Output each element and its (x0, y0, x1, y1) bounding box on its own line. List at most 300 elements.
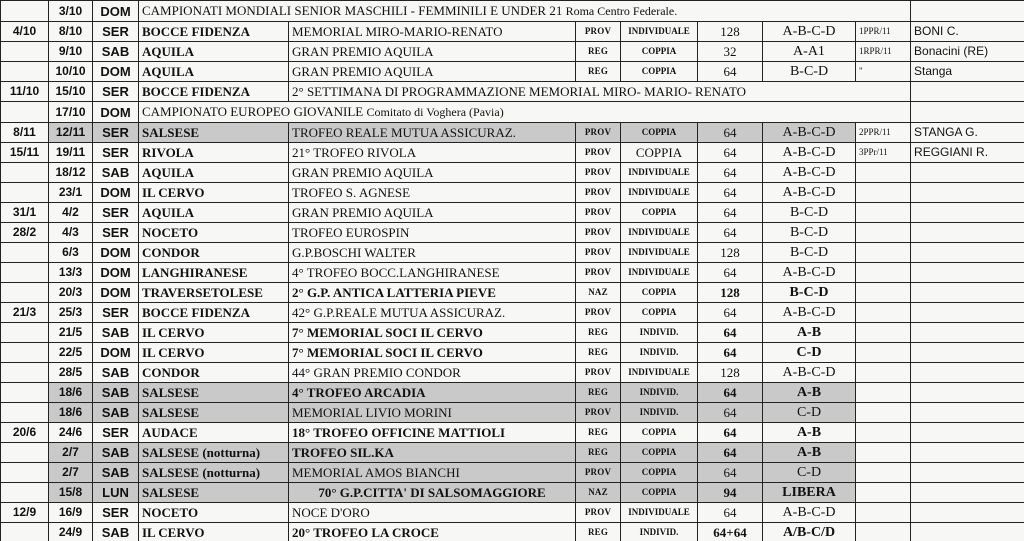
row-event: 18° TROFEO OFFICINE MATTIOLI (289, 423, 576, 443)
calendar-row (1, 22, 1024, 42)
row-club: CONDOR (139, 243, 289, 263)
row-day: SER (93, 203, 139, 223)
calendar-row (1, 1, 1024, 22)
row-club: SALSESE (139, 383, 289, 403)
row-club: AQUILA (139, 203, 289, 223)
row-club: AQUILA (139, 62, 289, 82)
row-participants: 64 (698, 62, 763, 82)
row-categories: B-C-D (763, 283, 856, 303)
row-code (856, 463, 911, 483)
calendar-row (1, 503, 1024, 523)
row-day: DOM (93, 62, 139, 82)
row-prev-date: 11/10 (1, 82, 49, 102)
row-format: INDIVID. (621, 383, 698, 403)
calendar-row (1, 203, 1024, 223)
row-code (911, 82, 1024, 102)
calendar-row (1, 323, 1024, 343)
row-format: COPPIA (621, 483, 698, 503)
row-referee: STANGA G. (911, 123, 1024, 143)
row-code (856, 343, 911, 363)
row-categories: C-D (763, 463, 856, 483)
row-club: CONDOR (139, 363, 289, 383)
row-event: TROFEO REALE MUTUA ASSICURAZ. (289, 123, 576, 143)
row-prev-date: 21/3 (1, 303, 49, 323)
row-prev-date: 31/1 (1, 203, 49, 223)
row-prev-date (1, 383, 49, 403)
row-club: IL CERVO (139, 183, 289, 203)
row-categories: A-B-C-D (763, 143, 856, 163)
row-categories: A-B (763, 443, 856, 463)
row-format: INDIVIDUALE (621, 22, 698, 42)
row-participants: 64 (698, 183, 763, 203)
row-referee (911, 343, 1024, 363)
row-level: NAZ (576, 283, 621, 303)
row-referee (911, 203, 1024, 223)
row-prev-date: 20/6 (1, 423, 49, 443)
row-referee: REGGIANI R. (911, 143, 1024, 163)
row-code: 1PPR/11 (856, 22, 911, 42)
row-participants: 64 (698, 463, 763, 483)
row-event: 44° GRAN PREMIO CONDOR (289, 363, 576, 383)
row-participants: 64 (698, 403, 763, 423)
row-club: BOCCE FIDENZA (139, 82, 289, 102)
row-level: REG (576, 423, 621, 443)
row-event: 42° G.P.REALE MUTUA ASSICURAZ. (289, 303, 576, 323)
row-format: INDIVIDUALE (621, 263, 698, 283)
row-categories: A-B-C-D (763, 163, 856, 183)
row-code (856, 243, 911, 263)
calendar-row (1, 102, 1024, 123)
row-categories: C-D (763, 343, 856, 363)
row-code (856, 403, 911, 423)
row-format: INDIVIDUALE (621, 243, 698, 263)
row-referee (911, 323, 1024, 343)
row-referee: Stanga (911, 62, 1024, 82)
row-categories: C-D (763, 403, 856, 423)
row-categories: B-C-D (763, 203, 856, 223)
row-prev-date: 8/11 (1, 123, 49, 143)
row-format: INDIVID. (621, 523, 698, 541)
row-code (856, 383, 911, 403)
row-event: MEMORIAL AMOS BIANCHI (289, 463, 576, 483)
row-format: INDIVIDUALE (621, 363, 698, 383)
row-participants: 64 (698, 203, 763, 223)
row-level: PROV (576, 183, 621, 203)
row-date: 15/8 (49, 483, 93, 503)
row-date: 21/5 (49, 323, 93, 343)
row-level: PROV (576, 143, 621, 163)
row-code (856, 323, 911, 343)
row-categories: A-B-C-D (763, 263, 856, 283)
row-club: RIVOLA (139, 143, 289, 163)
row-club: AQUILA (139, 42, 289, 62)
row-participants: 32 (698, 42, 763, 62)
row-categories: A-B-C-D (763, 303, 856, 323)
row-referee (911, 303, 1024, 323)
calendar-row (1, 223, 1024, 243)
calendar-row (1, 383, 1024, 403)
row-code (856, 423, 911, 443)
row-club: AQUILA (139, 163, 289, 183)
row-referee (911, 283, 1024, 303)
row-date: 9/10 (49, 42, 93, 62)
row-level: PROV (576, 503, 621, 523)
row-format: COPPIA (621, 303, 698, 323)
row-date: 20/3 (49, 283, 93, 303)
row-day: SER (93, 22, 139, 42)
calendar-row (1, 62, 1024, 82)
row-level: PROV (576, 22, 621, 42)
row-date: 28/5 (49, 363, 93, 383)
calendar-row (1, 143, 1024, 163)
row-format: INDIVIDUALE (621, 183, 698, 203)
row-date: 18/6 (49, 383, 93, 403)
row-day: SAB (93, 163, 139, 183)
row-participants: 128 (698, 363, 763, 383)
row-day: SER (93, 303, 139, 323)
row-note-text: CAMPIONATO EUROPEO GIOVANILE (142, 104, 364, 119)
row-participants: 64 (698, 263, 763, 283)
row-level: PROV (576, 123, 621, 143)
row-date: 23/1 (49, 183, 93, 203)
row-club: NOCETO (139, 223, 289, 243)
row-level: REG (576, 383, 621, 403)
row-date: 4/2 (49, 203, 93, 223)
row-event: 7° MEMORIAL SOCI IL CERVO (289, 343, 576, 363)
calendar-row (1, 283, 1024, 303)
row-level: REG (576, 343, 621, 363)
row-date: 10/10 (49, 62, 93, 82)
row-event: GRAN PREMIO AQUILA (289, 42, 576, 62)
calendar-row (1, 483, 1024, 503)
row-code: " (856, 62, 911, 82)
row-level: PROV (576, 363, 621, 383)
row-prev-date (1, 42, 49, 62)
row-level: REG (576, 42, 621, 62)
row-categories: A-B-C-D (763, 503, 856, 523)
row-event: 7° MEMORIAL SOCI IL CERVO (289, 323, 576, 343)
row-note-extra: Comitato di Voghera (Pavia) (366, 105, 504, 119)
row-categories: A-B (763, 323, 856, 343)
row-code (856, 303, 911, 323)
row-day: DOM (93, 102, 139, 123)
row-level: PROV (576, 463, 621, 483)
row-categories: A-B (763, 423, 856, 443)
row-note-extra: Roma Centro Federale. (565, 4, 678, 18)
row-referee (911, 503, 1024, 523)
row-date: 19/11 (49, 143, 93, 163)
row-date: 24/6 (49, 423, 93, 443)
row-code (911, 1, 1024, 22)
row-format: INDIVIDUALE (621, 223, 698, 243)
row-categories: A-B-C-D (763, 123, 856, 143)
calendar-row (1, 523, 1024, 541)
row-event: 20° TROFEO LA CROCE (289, 523, 576, 541)
row-participants: 64 (698, 383, 763, 403)
row-code (856, 443, 911, 463)
row-level: PROV (576, 303, 621, 323)
row-prev-date (1, 1, 49, 22)
row-referee: Bonacini (RE) (911, 42, 1024, 62)
row-event: 70° G.P.CITTA' DI SALSOMAGGIORE (289, 483, 576, 503)
row-prev-date (1, 62, 49, 82)
row-code (856, 223, 911, 243)
row-participants: 64 (698, 443, 763, 463)
row-event: 4° TROFEO BOCC.LANGHIRANESE (289, 263, 576, 283)
row-club: IL CERVO (139, 323, 289, 343)
row-code (856, 363, 911, 383)
row-format: INDIVID. (621, 323, 698, 343)
row-referee (911, 163, 1024, 183)
calendar-row (1, 443, 1024, 463)
row-day: DOM (93, 243, 139, 263)
row-prev-date (1, 343, 49, 363)
calendar-row (1, 423, 1024, 443)
row-code (856, 503, 911, 523)
row-club: IL CERVO (139, 343, 289, 363)
row-level: REG (576, 523, 621, 541)
row-date: 17/10 (49, 102, 93, 123)
row-day: SER (93, 423, 139, 443)
row-referee (911, 403, 1024, 423)
row-participants: 64 (698, 123, 763, 143)
row-date: 6/3 (49, 243, 93, 263)
row-prev-date (1, 323, 49, 343)
row-format: COPPIA (621, 443, 698, 463)
row-date: 24/9 (49, 523, 93, 541)
calendar-row (1, 163, 1024, 183)
row-prev-date: 12/9 (1, 503, 49, 523)
row-prev-date (1, 183, 49, 203)
row-format: INDIVID. (621, 403, 698, 423)
row-level: PROV (576, 163, 621, 183)
row-club: SALSESE (notturna) (139, 463, 289, 483)
row-date: 15/10 (49, 82, 93, 102)
row-categories: A-B (763, 383, 856, 403)
row-day: SER (93, 123, 139, 143)
row-format: COPPIA (621, 42, 698, 62)
row-referee (911, 263, 1024, 283)
row-note (289, 82, 911, 102)
row-day: SAB (93, 403, 139, 423)
row-note (139, 102, 911, 123)
row-code (856, 163, 911, 183)
row-participants: 64 (698, 503, 763, 523)
row-event: 2° G.P. ANTICA LATTERIA PIEVE (289, 283, 576, 303)
row-club: SALSESE (notturna) (139, 443, 289, 463)
row-participants: 64 (698, 303, 763, 323)
row-day: DOM (93, 263, 139, 283)
calendar-row (1, 263, 1024, 283)
calendar-rows (1, 1, 1024, 541)
row-level: PROV (576, 403, 621, 423)
row-prev-date (1, 363, 49, 383)
row-day: DOM (93, 283, 139, 303)
row-day: LUN (93, 483, 139, 503)
row-date: 8/10 (49, 22, 93, 42)
row-format: INDIVID. (621, 343, 698, 363)
calendar-row (1, 363, 1024, 383)
row-format: COPPIA (621, 123, 698, 143)
row-format: COPPIA (621, 283, 698, 303)
row-level: PROV (576, 203, 621, 223)
calendar-row (1, 343, 1024, 363)
row-event: GRAN PREMIO AQUILA (289, 203, 576, 223)
row-categories: LIBERA (763, 483, 856, 503)
row-club: BOCCE FIDENZA (139, 303, 289, 323)
row-date: 3/10 (49, 1, 93, 22)
row-participants: 64 (698, 223, 763, 243)
calendar-row (1, 243, 1024, 263)
row-day: DOM (93, 343, 139, 363)
calendar-row (1, 183, 1024, 203)
row-event: G.P.BOSCHI WALTER (289, 243, 576, 263)
row-participants: 64 (698, 143, 763, 163)
row-referee (911, 463, 1024, 483)
row-categories: A/B-C/D (763, 523, 856, 541)
row-event: GRAN PREMIO AQUILA (289, 62, 576, 82)
row-participants: 128 (698, 283, 763, 303)
row-note-text: 2° SETTIMANA DI PROGRAMMAZIONE MEMORIAL MIRO- MARIO- RENATO (292, 84, 747, 99)
row-club: SALSESE (139, 483, 289, 503)
row-level: PROV (576, 223, 621, 243)
row-code (856, 483, 911, 503)
row-code (856, 523, 911, 541)
row-code (856, 183, 911, 203)
row-date: 22/5 (49, 343, 93, 363)
row-date: 2/7 (49, 463, 93, 483)
row-code (856, 203, 911, 223)
row-level: NAZ (576, 483, 621, 503)
row-prev-date (1, 403, 49, 423)
row-participants: 64 (698, 423, 763, 443)
row-level: REG (576, 323, 621, 343)
row-prev-date (1, 283, 49, 303)
row-note (139, 1, 911, 22)
row-format: COPPIA (621, 143, 698, 163)
row-prev-date (1, 523, 49, 541)
row-level: REG (576, 62, 621, 82)
row-day: SAB (93, 463, 139, 483)
row-categories: A-B-C-D (763, 363, 856, 383)
row-prev-date: 15/11 (1, 143, 49, 163)
row-referee: BONI C. (911, 22, 1024, 42)
row-code: 1RPR/11 (856, 42, 911, 62)
row-event: MEMORIAL MIRO-MARIO-RENATO (289, 22, 576, 42)
row-day: SER (93, 82, 139, 102)
row-day: SER (93, 143, 139, 163)
row-event: GRAN PREMIO AQUILA (289, 163, 576, 183)
row-format: COPPIA (621, 463, 698, 483)
row-referee (911, 183, 1024, 203)
row-referee (911, 423, 1024, 443)
row-prev-date (1, 483, 49, 503)
row-prev-date (1, 163, 49, 183)
row-club: NOCETO (139, 503, 289, 523)
row-event: 21° TROFEO RIVOLA (289, 143, 576, 163)
row-day: SAB (93, 42, 139, 62)
calendar-row (1, 303, 1024, 323)
row-day: SAB (93, 383, 139, 403)
calendar-row (1, 403, 1024, 423)
row-day: SAB (93, 443, 139, 463)
row-level: PROV (576, 243, 621, 263)
row-prev-date (1, 102, 49, 123)
row-event: TROFEO S. AGNESE (289, 183, 576, 203)
row-participants: 64+64 (698, 523, 763, 541)
row-participants: 64 (698, 323, 763, 343)
row-date: 12/11 (49, 123, 93, 143)
row-prev-date (1, 463, 49, 483)
row-code: 2PPR/11 (856, 123, 911, 143)
row-club: IL CERVO (139, 523, 289, 541)
row-day: DOM (93, 183, 139, 203)
row-code: 3PPr/11 (856, 143, 911, 163)
row-club: AUDACE (139, 423, 289, 443)
row-categories: B-C-D (763, 62, 856, 82)
row-day: SAB (93, 363, 139, 383)
row-club: SALSESE (139, 403, 289, 423)
row-day: SAB (93, 523, 139, 541)
row-participants: 64 (698, 343, 763, 363)
row-event: MEMORIAL LIVIO MORINI (289, 403, 576, 423)
row-event: NOCE D'ORO (289, 503, 576, 523)
row-prev-date (1, 243, 49, 263)
row-day: SER (93, 503, 139, 523)
row-referee (911, 243, 1024, 263)
row-referee (911, 383, 1024, 403)
calendar-row (1, 82, 1024, 102)
row-referee (911, 223, 1024, 243)
row-format: COPPIA (621, 423, 698, 443)
row-code (856, 263, 911, 283)
row-prev-date (1, 263, 49, 283)
row-event: TROFEO EUROSPIN (289, 223, 576, 243)
row-day: SAB (93, 323, 139, 343)
row-participants: 64 (698, 163, 763, 183)
row-prev-date: 4/10 (1, 22, 49, 42)
calendar-row (1, 42, 1024, 62)
row-level: REG (576, 443, 621, 463)
row-date: 13/3 (49, 263, 93, 283)
row-club: SALSESE (139, 123, 289, 143)
row-prev-date (1, 443, 49, 463)
row-format: COPPIA (621, 62, 698, 82)
row-categories: A-B-C-D (763, 183, 856, 203)
row-participants: 128 (698, 22, 763, 42)
row-code (856, 283, 911, 303)
calendar-row (1, 123, 1024, 143)
row-participants: 94 (698, 483, 763, 503)
row-date: 4/3 (49, 223, 93, 243)
row-club: BOCCE FIDENZA (139, 22, 289, 42)
row-day: SER (93, 223, 139, 243)
row-prev-date: 28/2 (1, 223, 49, 243)
row-participants: 128 (698, 243, 763, 263)
row-event: TROFEO SIL.KA (289, 443, 576, 463)
row-format: COPPIA (621, 203, 698, 223)
row-referee (911, 443, 1024, 463)
row-referee (911, 523, 1024, 541)
row-code (911, 102, 1024, 123)
row-date: 25/3 (49, 303, 93, 323)
row-event: 4° TROFEO ARCADIA (289, 383, 576, 403)
row-referee (911, 483, 1024, 503)
row-date: 16/9 (49, 503, 93, 523)
row-day: DOM (93, 1, 139, 22)
row-level: PROV (576, 263, 621, 283)
row-categories: B-C-D (763, 243, 856, 263)
